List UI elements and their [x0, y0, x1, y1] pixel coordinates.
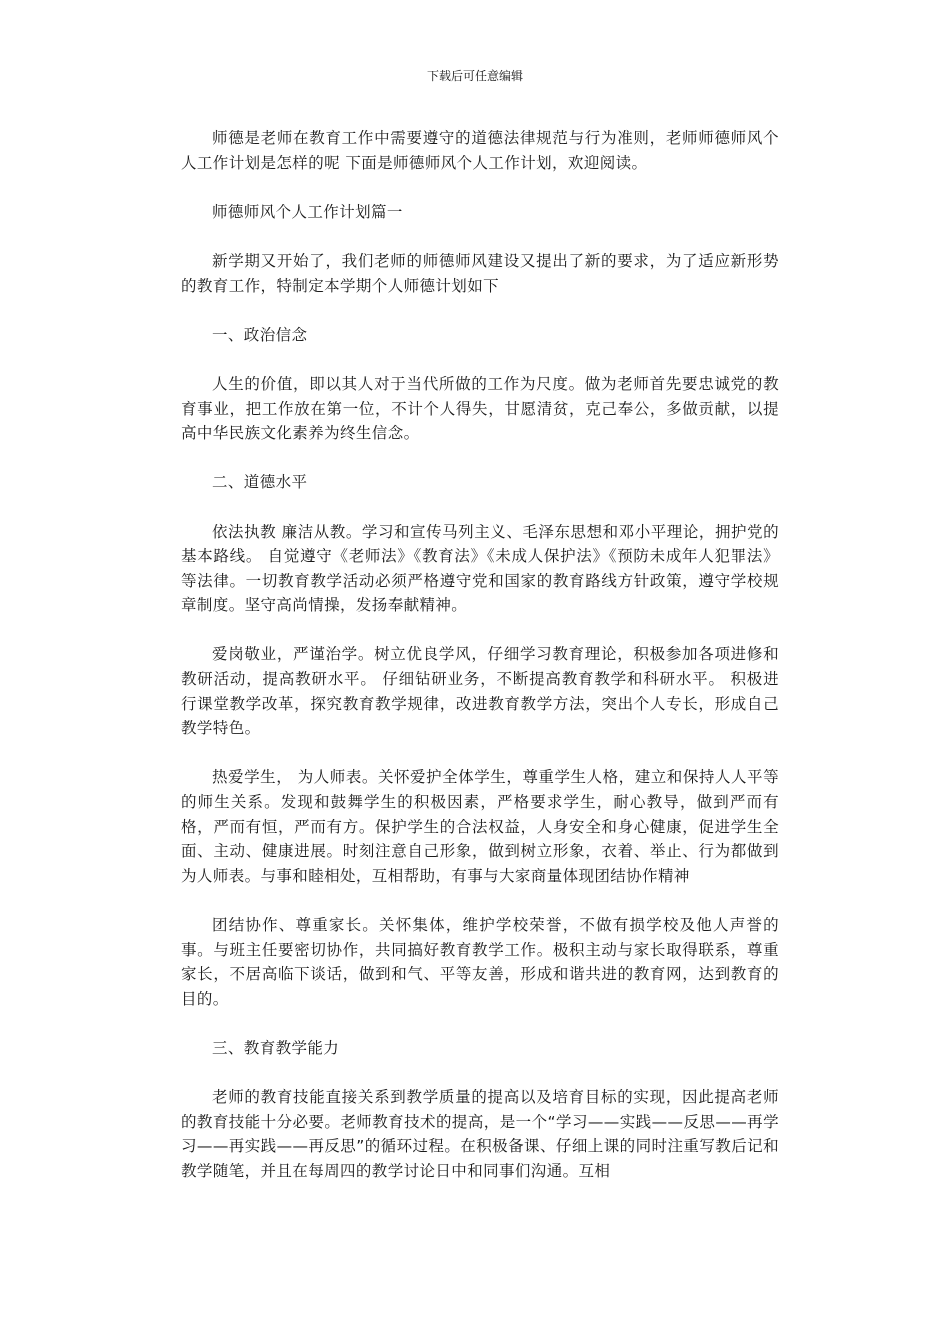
page-header: 下载后可任意编辑: [426, 69, 523, 83]
section-heading-politics: 一、政治信念: [212, 325, 308, 344]
unity-paragraph: 团结协作、尊重家长。关怀集体，维护学校荣誉，不做有损学校及他人声誉的事。与班主任要密切协作，共同搞好教育教学工作。极积主动与家长取得联系，尊重家长，不居高临下谈话，做到和气、平等友善，形成和谐共进的教育网，达到教育的目的。: [181, 916, 779, 1008]
politics-paragraph: 人生的价值，即以其人对于当代所做的工作为尺度。做为老师首先要忠诚党的教育事业，把工作放在第一位，不计个人得失，甘愿清贫，克己奉公，多做贡献，以提高中华民族文化素养为终生信念。: [181, 374, 779, 443]
intro-paragraph: 师德是老师在教育工作中需要遵守的道德法律规范与行为准则，老师师德师风个人工作计划是怎样的呢 下面是师德师风个人工作计划，欢迎阅读。: [181, 129, 779, 172]
opening-paragraph: 新学期又开始了，我们老师的师德师风建设又提出了新的要求，为了适应新形势的教育工作，特制定本学期个人师德计划如下: [181, 251, 779, 295]
students-paragraph: 热爱学生， 为人师表。关怀爱护全体学生，尊重学生人格，建立和保持人人平等的师生关系。发现和鼓舞学生的积极因素，严格要求学生，耐心教导，做到严而有格，严而有恒，严而有方。保护学生的合法权益，人身安全和身心健康，促进学生全面、主动、健康进展。时刻注意自己形象，做到树立形象，衣着、举止、行为都做到为人师表。与事和睦相处，互相帮助，有事与大家商量体现团结协作精神: [181, 768, 779, 885]
work-paragraph: 爱岗敬业，严谨治学。树立优良学风，仔细学习教育理论，积极参加各项进修和教研活动，提高教研水平。 仔细钻研业务，不断提高教育教学和科研水平。 积极进行课堂教学改革，探究教育教学规律，改进教育教学方法，突出个人专长，形成自己教学特色。: [181, 645, 779, 738]
section-heading-morals: 二、道德水平: [212, 473, 308, 492]
law-paragraph: 依法执教 廉洁从教。学习和宣传马列主义、毛泽东思想和邓小平理论，拥护党的基本路线。 自觉遵守《老师法》《教育法》《未成人保护法》《预防未成年人犯罪法》等法律。一切教育教学活动必须严格遵守党和国家的教育路线方针政策，遵守学校规章制度。坚守高尚情操，发扬奉献精神。: [181, 522, 779, 615]
section-heading-teaching: 三、教育教学能力: [212, 1038, 340, 1057]
skills-paragraph: 老师的教育技能直接关系到教学质量的提高以及培育目标的实现，因此提高老师的教育技能十分必要。老师教育技术的提高，是一个“学习——实践——反思——再学习——再实践——再反思”的循环过程。在积极备课、仔细上课的同时注重写教后记和教学随笔，并且在每周四的教学讨论日中和同事们沟通。互相: [181, 1088, 779, 1180]
document-body: [181, 126, 779, 1208]
plan-title: 师德师风个人工作计划篇一: [212, 202, 403, 221]
